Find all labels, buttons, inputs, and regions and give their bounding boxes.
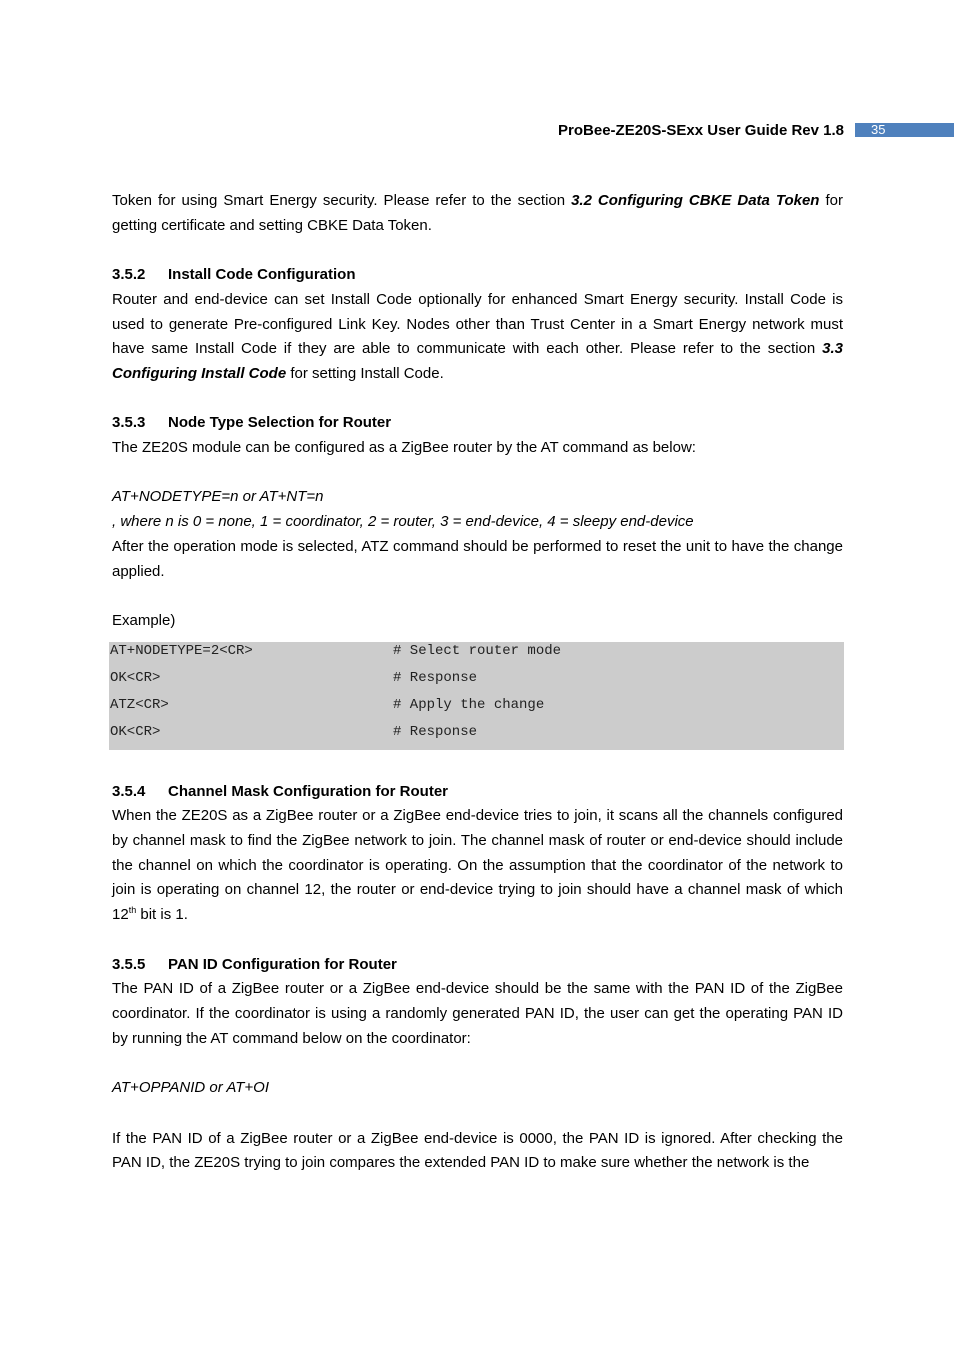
code-block bbox=[109, 642, 844, 750]
code-row bbox=[109, 723, 844, 750]
at-command: AT+NODETYPE=n or AT+NT=n bbox=[112, 488, 324, 506]
code-row bbox=[109, 696, 844, 723]
section-heading-3-5-5 bbox=[112, 953, 843, 978]
intro-text-end: for getting certificate and setting CBKE Data Token. bbox=[112, 192, 843, 234]
code-row bbox=[109, 669, 844, 696]
section-reference: 3.3 Configuring Install Code bbox=[112, 340, 843, 382]
section-title: Channel Mask Configuration for Router bbox=[168, 782, 449, 800]
code-command: OK<CR> bbox=[110, 669, 161, 686]
command-description: , where n is 0 = none, 1 = coordinator, 2 = router, 3 = end-device, 4 = sleepy end-device bbox=[112, 513, 694, 531]
after-paragraph: After the operation mode is selected, ATZ command should be performed to reset the unit to have the change applied. bbox=[112, 537, 843, 580]
intro-paragraph bbox=[112, 189, 843, 238]
code-comment: # Response bbox=[393, 723, 478, 740]
section-number: 3.5.2 bbox=[112, 266, 146, 284]
code-row bbox=[109, 642, 844, 669]
code-comment: # Apply the change bbox=[393, 696, 545, 713]
channel-mask-paragraph bbox=[112, 804, 843, 928]
header-title: ProBee-ZE20S-SExx User Guide Rev 1.8 bbox=[558, 122, 844, 139]
pan-id-paragraph: The PAN ID of a ZigBee router or a ZigBee end-device should be the same with the PAN ID of the ZigBee coordinator. If the coordinator is using a randomly generated PAN ID, the user can get the operating PAN ID by running the AT command below on the coordinator: bbox=[112, 980, 843, 1047]
section-heading-3-5-2 bbox=[112, 263, 843, 288]
code-command: OK<CR> bbox=[110, 723, 161, 740]
code-command: AT+NODETYPE=2<CR> bbox=[110, 642, 253, 659]
pan-id-paragraph-2: If the PAN ID of a ZigBee router or a ZigBee end-device is 0000, the PAN ID is ignored. After checking the PAN ID, the ZE20S trying to join compares the extended PAN ID to make sure whether the network is the bbox=[112, 1129, 843, 1172]
code-comment: # Select router mode bbox=[393, 642, 562, 659]
section-title: Node Type Selection for Router bbox=[168, 414, 392, 432]
section-number: 3.5.3 bbox=[112, 414, 146, 432]
section-heading-3-5-3 bbox=[112, 411, 843, 436]
section-heading-3-5-4 bbox=[112, 780, 843, 805]
page-content bbox=[112, 189, 843, 1176]
section-number: 3.5.5 bbox=[112, 955, 146, 973]
paragraph-text-end: for setting Install Code. bbox=[286, 364, 444, 382]
section-title: PAN ID Configuration for Router bbox=[168, 955, 397, 973]
code-command: ATZ<CR> bbox=[110, 696, 169, 713]
paragraph-text: When the ZE20S as a ZigBee router or a ZigBee end-device tries to join, it scans all the channels configured by channel mask to find the ZigBee network to join. The channel mask of router or end-device should include the channel on which the coordinator is operating. On the assumption that the coordinator of the network to join is operating on channel 12, the router or end-device trying to join should have a channel mask of which 12 bbox=[112, 807, 843, 924]
example-label: Example) bbox=[112, 611, 176, 629]
page-number: 35 bbox=[855, 123, 954, 137]
at-command: AT+OPPANID or AT+OI bbox=[112, 1079, 269, 1096]
node-type-paragraph: The ZE20S module can be configured as a ZigBee router by the AT command as below: bbox=[112, 439, 696, 456]
paragraph-text-end: bit is 1. bbox=[136, 906, 188, 924]
paragraph-text: Router and end-device can set Install Code optionally for enhanced Smart Energy security. Install Code is used to generate Pre-configured Link Key. Nodes other than Trust Center in a Smart Energy network must have same Install Code if they are able to communicate with each other. Please refer to the section bbox=[112, 290, 843, 358]
install-code-paragraph bbox=[112, 288, 843, 387]
superscript: th bbox=[128, 905, 137, 916]
section-title: Install Code Configuration bbox=[168, 266, 356, 284]
section-reference: 3.2 Configuring CBKE Data Token bbox=[571, 192, 820, 209]
code-comment: # Response bbox=[393, 669, 478, 686]
section-number: 3.5.4 bbox=[112, 782, 146, 800]
intro-text: Token for using Smart Energy security. Please refer to the section bbox=[112, 192, 572, 209]
